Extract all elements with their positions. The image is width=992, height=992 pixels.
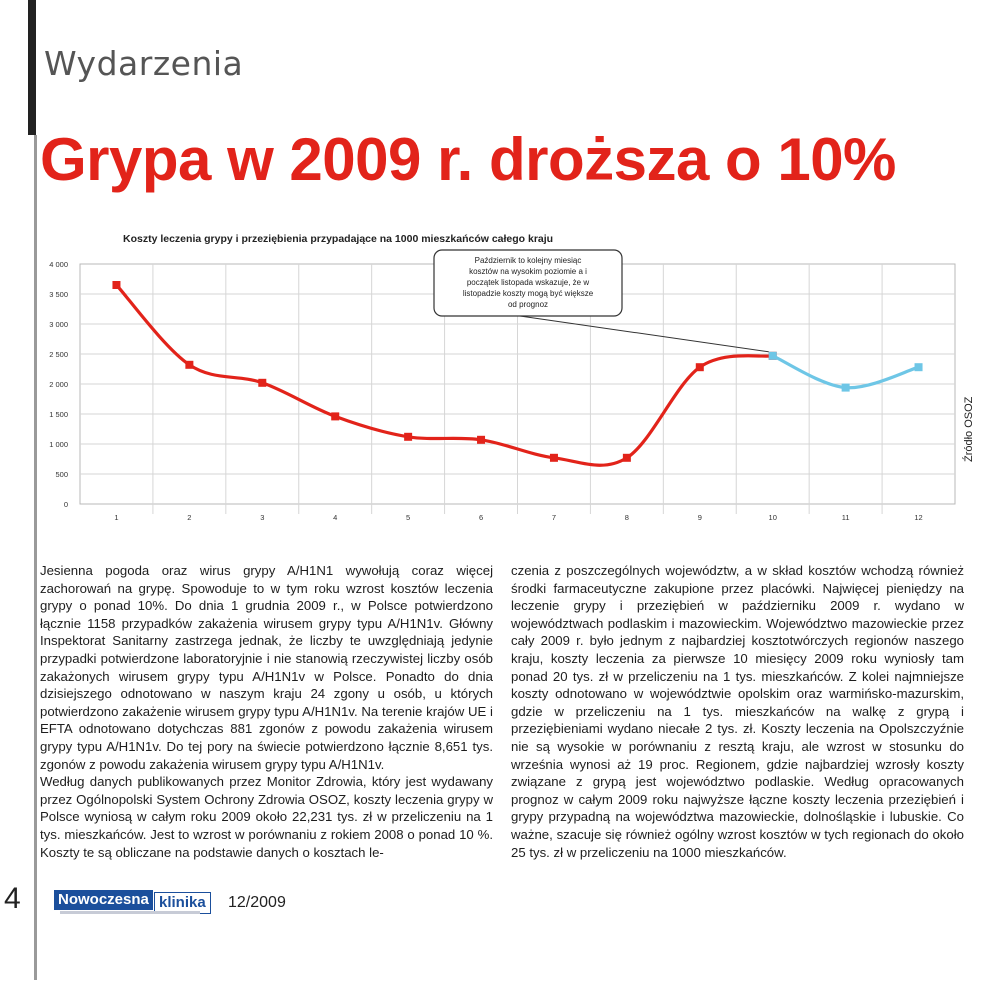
headline: Grypa w 2009 r. droższa o 10% [40,126,896,193]
x-tick-label: 6 [478,513,484,522]
logo-part-1: Nowoczesna [54,890,153,910]
cost-chart [40,222,970,542]
y-tick-label: 2 000 [49,380,68,389]
x-tick-label: 9 [697,513,702,522]
article-column-left [40,562,493,861]
annotation-line: kosztów na wysokim poziomie a i [469,267,587,276]
issue-number: 12/2009 [228,894,286,911]
y-tick-label: 0 [63,500,68,509]
data-point [477,436,485,444]
data-point [185,361,193,369]
x-tick-label: 10 [768,513,777,522]
annotation-line: początek listopada wskazuje, że w [466,278,590,287]
x-tick-label: 4 [333,513,338,522]
x-tick-label: 2 [187,513,192,522]
data-point [404,433,412,441]
page-number: 4 [4,882,21,915]
x-tick-label: 8 [624,513,629,522]
article-column-right [511,562,964,861]
annotation-line: Październik to kolejny miesiąc [474,256,582,265]
data-point [623,454,631,462]
y-tick-label: 1 000 [49,440,68,449]
source-note: Źródło OSOZ [963,396,975,462]
logo-tagline [60,911,200,914]
chart-title: Koszty leczenia grypy i przeziębienia przypadające na 1000 mieszkańców całego kraju [123,233,554,245]
section-label: Wydarzenia [44,44,244,83]
y-tick-label: 500 [55,470,68,479]
data-point [769,352,777,360]
magazine-logo [54,890,214,918]
data-point [258,379,266,387]
data-point [331,412,339,420]
x-tick-label: 12 [914,513,923,522]
y-tick-label: 4 000 [49,260,68,269]
accent-bar [28,0,36,135]
x-tick-label: 11 [841,513,850,522]
logo-part-2: klinika [154,892,211,914]
page-margin-rule [34,135,37,980]
y-tick-label: 3 000 [49,320,68,329]
annotation-line: od prognoz [507,300,549,309]
data-point [550,454,558,462]
y-tick-label: 3 500 [49,290,68,299]
data-point [696,363,704,371]
annotation-line: listopadzie koszty mogą być większe [462,289,594,298]
article-paragraph: Jesienna pogoda oraz wirus grypy A/H1N1 wywołują coraz więcej zachorowań na grypę. Spowoduje to w tym roku wzrost kosztów leczenia grypy o ponad 10%. Do dnia 1 grudnia 2009 r., w Polsce potwierdzono łącznie 1158 przypadków zakażenia wirusem grypy typu A/H1N1v. Główny Inspektorat Sanitarny zastrzega jednak, że liczby te uwzględniają jedynie przypadki potwierdzone laboratoryjnie i nie stanowią rzeczywistej liczby osób zakażonych wirusem grypy typu A/H1N1v w Polsce. Ponadto do dnia dzisiejszego odnotowano w naszym kraju 24 zgony u osób, u których potwierdzono zakażenie wirusem grypy typu A/H1N1v. Na terenie krajów UE i EFTA odnotowano dotychczas 881 zgonów z powodu zakażenia wirusem grypy typu A/H1N1v. Do tej pory na świecie potwierdzono łącznie 8,651 tys. zgonów z powodu zakażenia wirusem grypy typu A/H1N1v. [40,563,493,772]
article-paragraph: czenia z poszczególnych województw, a w skład kosztów wchodzą również środki farmaceutyczne zakupione przez placówki. Najwięcej pieniędzy na leczenie grypy i przeziębień w październiku 2009 r. wydano w województwach podlaskim i mazowieckim. Województwo mazowieckie przez cały 2009 r. było jednym z najbardziej kosztotwórczych regionów naszego kraju, koszty leczenia za pierwsze 10 miesięcy 2009 roku wyniosły tam ponad 20 tys. zł w przeliczeniu na 1 tys. mieszkańców. Z kolei najmniejsze koszty odnotowano w województwie opolskim oraz warmińsko-mazurskim, gdzie w przeliczeniu na 1 tys. mieszkańców na walkę z grypą i przeziębieniami wydano niecałe 2 tys. zł. Koszty leczenia na Opolszczyźnie nie są wysokie w porównaniu z resztą kraju, ale wzrost w stosunku do września wynosi aż 19 proc. Regionem, gdzie najbardziej wzrosły koszty związane z grypą jest województwo podlaskie. Według opracowanych prognoz w całym 2009 roku najwyższe łączne koszty leczenia przeziębień i grypy przypadną na województwa mazowieckie, dolnośląskie i lubuskie. Co ważne, szacuje się również ogólny wzrost kosztów w tych regionach do około 25 tys. zł w przeliczeniu na 1000 mieszkańców. [511,563,964,860]
data-point [112,281,120,289]
x-tick-label: 5 [406,513,411,522]
data-point [842,384,850,392]
article-paragraph: Według danych publikowanych przez Monitor Zdrowia, który jest wydawany przez Ogólnopolski System Ochrony Zdrowia OSOZ, koszty leczenia grypy w Polsce wyniosą w całym roku 2009 około 22,231 tys. zł w przeliczeniu na 1 tys. mieszkańców. Jest to wzrost w porównaniu z rokiem 2008 o ponad 10 %. Koszty te są obliczane na podstawie danych o kosztach le- [40,774,493,860]
data-point [915,363,923,371]
x-tick-label: 1 [114,513,119,522]
x-tick-label: 3 [260,513,265,522]
chart-svg [40,222,970,542]
y-tick-label: 1 500 [49,410,68,419]
y-tick-label: 2 500 [49,350,68,359]
x-tick-label: 7 [551,513,557,522]
